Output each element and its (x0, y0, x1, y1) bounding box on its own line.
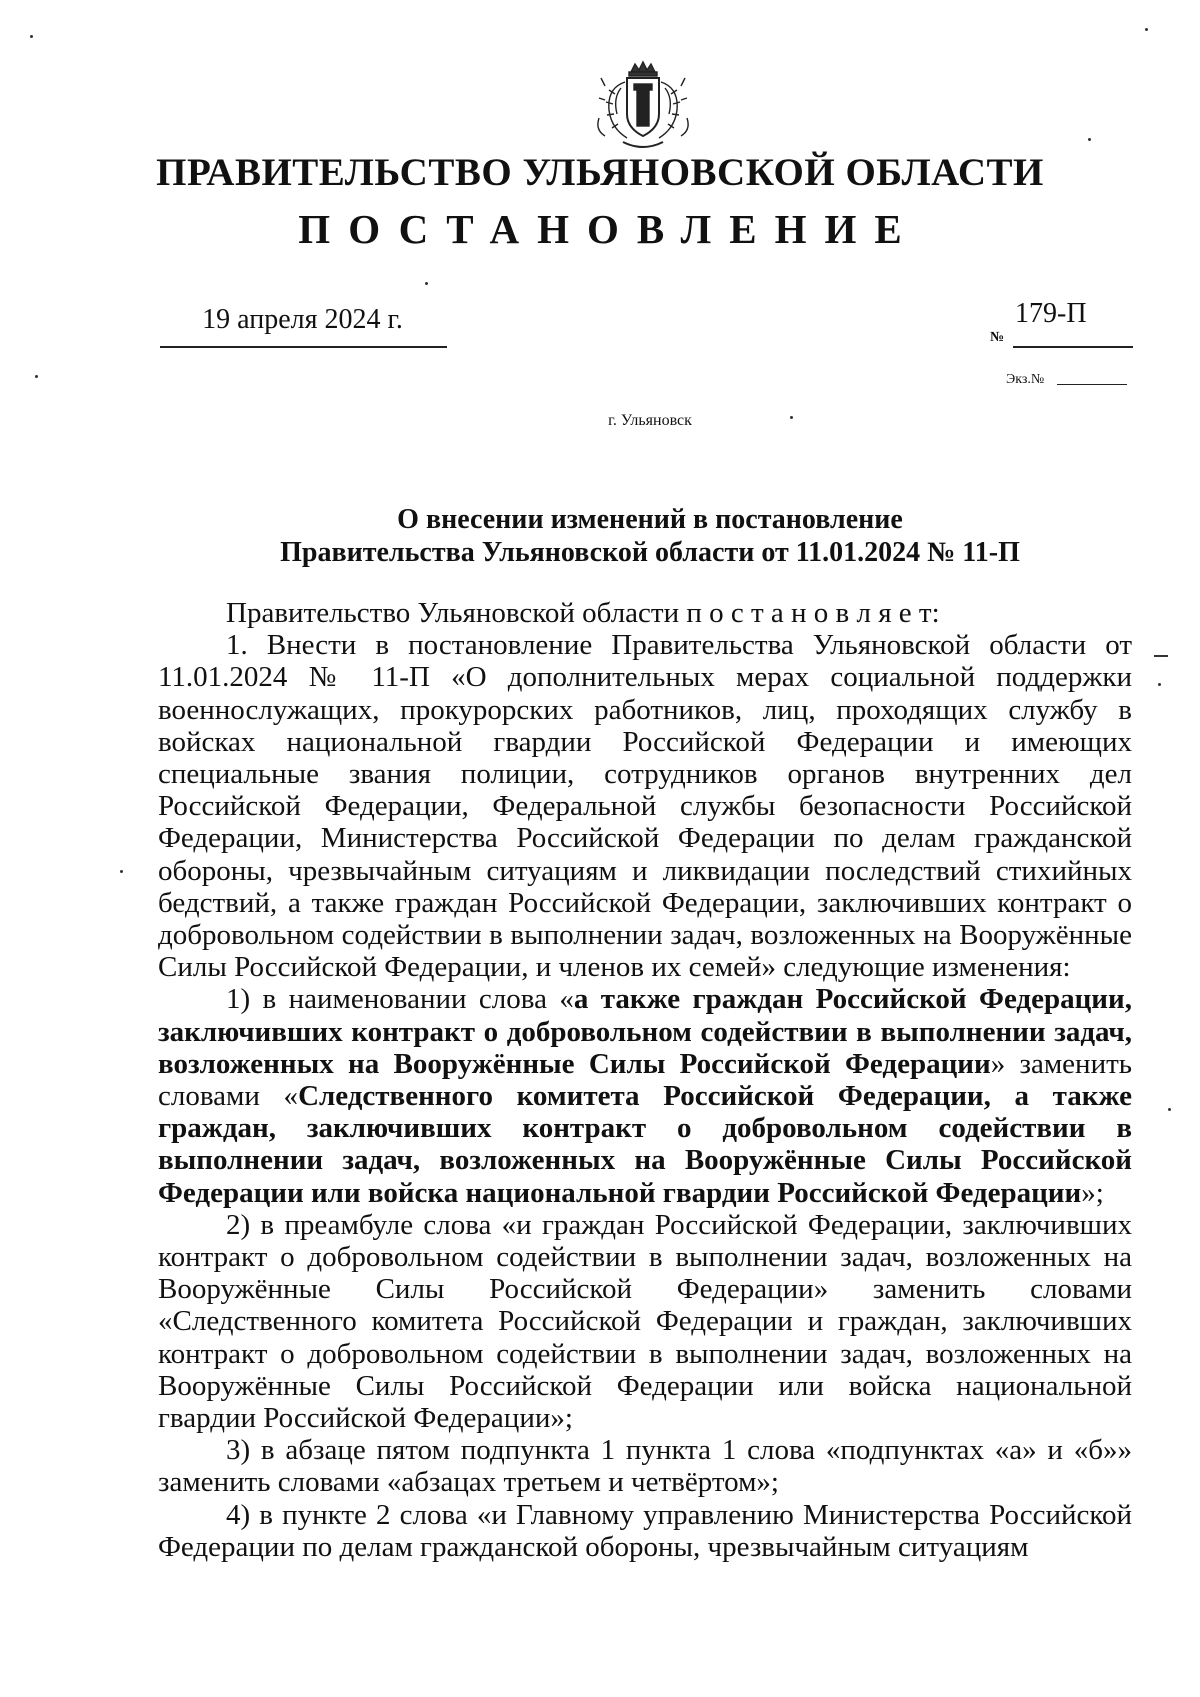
paragraph-1: 1. Внести в постановление Правительства Ульяновской области от 11.01.2024 № 11-П «О дополнительных мерах социальной поддержки военнослужащих, прокурорских работников, лиц, проходящих службу в войсках национальной гвардии Российской Федерации и имеющих специальные звания полиции, сотрудников органов внутренних дел Российской Федерации, Федеральной службы безопасности Российской Федерации, Министерства Российской Федерации по делам гражданской обороны, чрезвычайным ситуациям и ликвидации последствий стихийных бедствий, а также граждан Российской Федерации, заключивших контракт о добровольном содействии в выполнении задач, возложенных на Вооружённые Силы Российской Федерации, и членов их семей» следующие изменения: (158, 629, 1132, 984)
copy-number-label: Экз.№ (1006, 372, 1045, 387)
government-name: ПРАВИТЕЛЬСТВО УЛЬЯНОВСКОЙ ОБЛАСТИ (156, 151, 1044, 194)
item-1 (158, 983, 1132, 1208)
decree-date: 19 апреля 2024 г. (202, 304, 403, 335)
item-1-old-words: а также граждан Российской Федерации, заключивших контракт о добровольном содействии в выполнении задач, возложенных на Вооружённые Силы Российской Федерации (158, 983, 1132, 1080)
coat-of-arms-emblem (593, 58, 693, 154)
item-2: 2) в преамбуле слова «и граждан Российской Федерации, заключивших контракт о добровольном содействии в выполнении задач, возложенных на Вооружённые Силы Российской Федерации» заменить словами «Следственного комитета Российской Федерации и граждан, заключивших контракт о добровольном содействии в выполнении задач, возложенных на Вооружённые Силы Российской Федерации или войска национальной гвардии Российской Федерации»; (158, 1208, 1132, 1435)
item-1-text: 1) в наименовании слова « (226, 983, 574, 1016)
copy-number-underline (1057, 384, 1127, 385)
document-body (158, 597, 1132, 1563)
scan-speck (1158, 683, 1161, 686)
city: г. Ульяновск (608, 412, 692, 429)
scan-speck (1168, 1108, 1171, 1111)
item-3: 3) в абзаце пятом подпункта 1 пункта 1 слова «подпунктах «а» и «б»» заменить словами «абзацах третьем и четвёртом»; (158, 1434, 1132, 1499)
item-1-new-words: Следственного комитета Российской Федерации, а также граждан, заключивших контракт о добровольном содействии в выполнении задач, возложенных на Вооружённые Силы Российской Федерации или войска национальной гвардии Российской Федерации (158, 1080, 1132, 1209)
item-4: 4) в пункте 2 слова «и Главному управлению Министерства Российской Федерации по делам гражданской обороны, чрезвычайным ситуациям (158, 1498, 1132, 1563)
date-underline (160, 346, 447, 348)
scan-speck (120, 870, 123, 873)
scan-speck (790, 416, 793, 419)
number-label: № (990, 330, 1005, 345)
document-title-line-1: О внесении изменений в постановление (397, 504, 903, 535)
preamble: Правительство Ульяновской области п о с т а н о в л я е т: (226, 597, 940, 629)
scan-speck (30, 35, 33, 38)
item-1-text-2: » заменить словами « (158, 1047, 1132, 1113)
scan-speck (425, 282, 428, 285)
number-underline (1013, 346, 1133, 348)
scan-speck (1145, 28, 1148, 31)
decree-number: 179-П (1015, 298, 1087, 329)
document-type: ПОСТАНОВЛЕНИЕ (298, 206, 920, 252)
scan-speck (1088, 138, 1091, 141)
document-title-line-2: Правительства Ульяновской области от 11.01.2024 № 11-П (280, 537, 1020, 568)
item-1-text-3: »; (1081, 1176, 1104, 1209)
document-title (150, 503, 1150, 569)
scan-speck (35, 375, 38, 378)
scan-mark (1154, 655, 1168, 657)
